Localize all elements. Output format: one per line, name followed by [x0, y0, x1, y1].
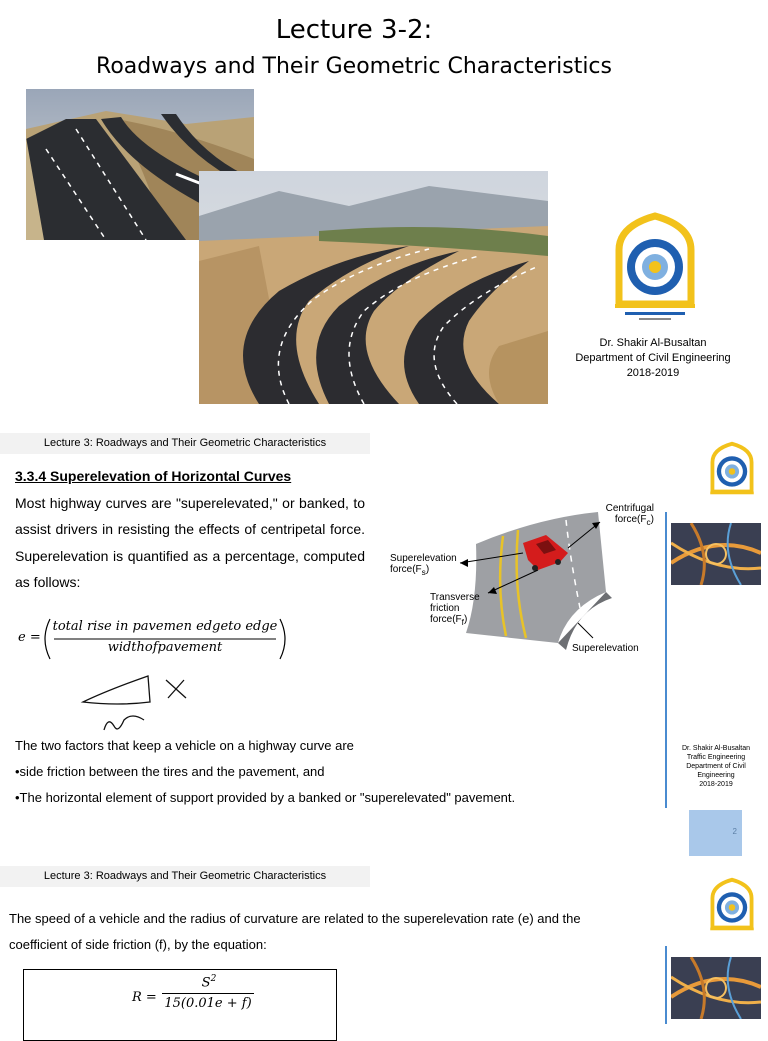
side-credit-line: Dr. Shakir Al-Busaltan: [681, 745, 751, 752]
equation-fraction-bar: [162, 993, 254, 994]
equation-numerator-base: S: [201, 975, 211, 991]
highway-photo-2: [199, 171, 548, 404]
slide3-text-line1: The speed of a vehicle and the radius of curvature are related to the superelevation rate (e) and the: [9, 911, 581, 926]
section-title: 3.3.4 Superelevation of Horizontal Curves: [15, 468, 292, 484]
label-centrifugal: Centrifugal $force(F_c)$: [605, 503, 654, 527]
factor-bullet-2: •The horizontal element of support provided by a banked or "superelevated" pavement.: [15, 790, 516, 805]
side-credit-line: Engineering: [697, 772, 735, 779]
slide1-title-line2: Roadways and Their Geometric Characteristics: [96, 54, 612, 79]
label-superelevation-force: Superelevation $force(F_s)$: [390, 553, 457, 577]
author-year: 2018-2019: [626, 367, 680, 379]
slide3-header-bar: Lecture 3: Roadways and Their Geometric Characteristics: [0, 866, 370, 887]
page-number: 2: [732, 827, 737, 836]
slide2-header-bar: Lecture 3: Roadways and Their Geometric Characteristics: [0, 433, 370, 454]
formula-denominator: widthofpavement: [107, 640, 223, 655]
interchange-photo: [671, 523, 761, 585]
superelevation-paragraph: Most highway curves are "superelevated," or banked, to assist drivers in resisting the effects of centripetal force. Superelevation is quantified as a percentage, computed as follows:: [15, 495, 365, 590]
side-credit-line: Department of Civil: [686, 763, 746, 770]
formula-numerator: total rise in pavemen edgeto edge: [52, 619, 278, 634]
slide3-text-line2: coefficient of side friction (f), by the equation:: [9, 937, 267, 952]
equation-lhs: R =: [132, 990, 157, 1005]
university-logo-small: [707, 876, 757, 940]
author-block: [560, 336, 746, 381]
formula-lhs: e =: [18, 630, 41, 645]
label-transverse-text: Transverse friction force(F: [430, 592, 480, 625]
equation-denominator: 15(0.01e + f): [164, 996, 252, 1011]
label-centrifugal-sub: c: [646, 517, 651, 527]
equation-numerator: [164, 974, 254, 990]
side-credit: [672, 744, 760, 789]
label-superelevation: Superelevation: [572, 643, 639, 654]
interchange-photo: [671, 957, 761, 1019]
radius-equation-box: [23, 969, 337, 1041]
label-transverse-sub: f: [461, 617, 464, 627]
side-credit-line: Traffic Engineering: [686, 754, 746, 761]
university-logo-small: [707, 440, 757, 504]
factors-intro: The two factors that keep a vehicle on a highway curve are: [15, 738, 354, 753]
label-superelevation-force-text: Superelevation force(F: [390, 553, 457, 575]
factor-bullet-1: •side friction between the tires and the pavement, and: [15, 764, 325, 779]
author-name: Dr. Shakir Al-Busaltan: [599, 337, 707, 349]
slide3-accent-line: [665, 946, 667, 1024]
slide2-accent-line: [665, 512, 667, 808]
page-number-box: [689, 810, 742, 856]
label-transverse-friction: Transverse friction $force(F_f)$: [430, 592, 480, 627]
equation-numerator-exp: 2: [210, 974, 217, 984]
handwritten-sketch: [78, 668, 198, 738]
author-department: Department of Civil Engineering: [575, 352, 731, 364]
side-credit-line: 2018-2019: [699, 781, 733, 788]
label-centrifugal-text: Centrifugal force(F: [605, 503, 654, 525]
label-superelevation-force-sub: s: [421, 567, 426, 577]
university-logo: [609, 212, 701, 324]
slide1-title-line1: Lecture 3-2:: [275, 15, 433, 45]
